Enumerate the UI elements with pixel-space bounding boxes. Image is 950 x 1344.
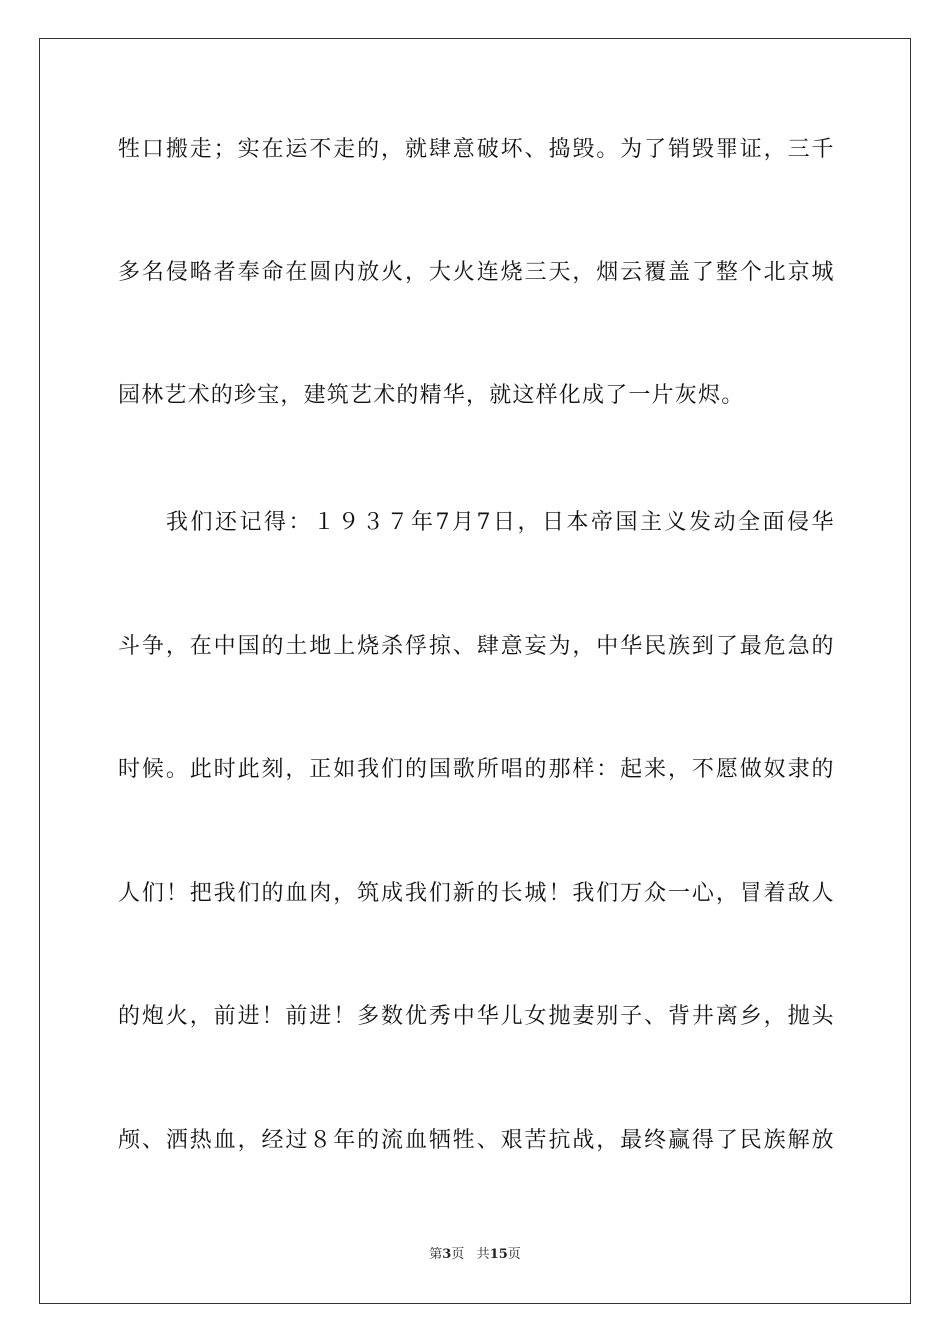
footer-page-number: 3 (442, 1247, 452, 1262)
text-line: 园林艺术的珍宝，建筑艺术的精华，就这样化成了一片灰烬。 (118, 383, 745, 408)
footer-page-suffix: 页 (451, 1247, 465, 1262)
text-line: 牲口搬走；实在运不走的，就肆意破坏、捣毁。为了销毁罪证，三千 (118, 137, 834, 162)
footer-total-pages: 15 (489, 1247, 508, 1262)
text-line: 时候。此时此刻，正如我们的国歌所唱的那样：起来，不愿做奴隶的 (118, 757, 834, 782)
page-footer (0, 1246, 950, 1264)
text-line: 斗争，在中国的土地上烧杀俘掠、肆意妄为，中华民族到了最危急的 (118, 634, 834, 659)
text-line: 颅、洒热血，经过８年的流血牺牲、艰苦抗战，最终赢得了民族解放 (118, 1128, 834, 1153)
footer-total-suffix: 页 (507, 1247, 521, 1262)
footer-total-prefix: 共 (476, 1247, 490, 1262)
footer-page-prefix: 第 (429, 1247, 443, 1262)
text-line: 多名侵略者奉命在圆内放火，大火连烧三天，烟云覆盖了整个北京城 (118, 260, 834, 285)
text-line: 的炮火，前进！前进！多数优秀中华儿女抛妻别子、背井离乡，抛头 (118, 1004, 834, 1029)
text-line: 我们还记得：１９３７年7月7日，日本帝国主义发动全面侵华 (166, 510, 834, 535)
text-line: 人们！把我们的血肉，筑成我们新的长城！我们万众一心，冒着敌人 (118, 881, 834, 906)
page-border (39, 38, 911, 1304)
